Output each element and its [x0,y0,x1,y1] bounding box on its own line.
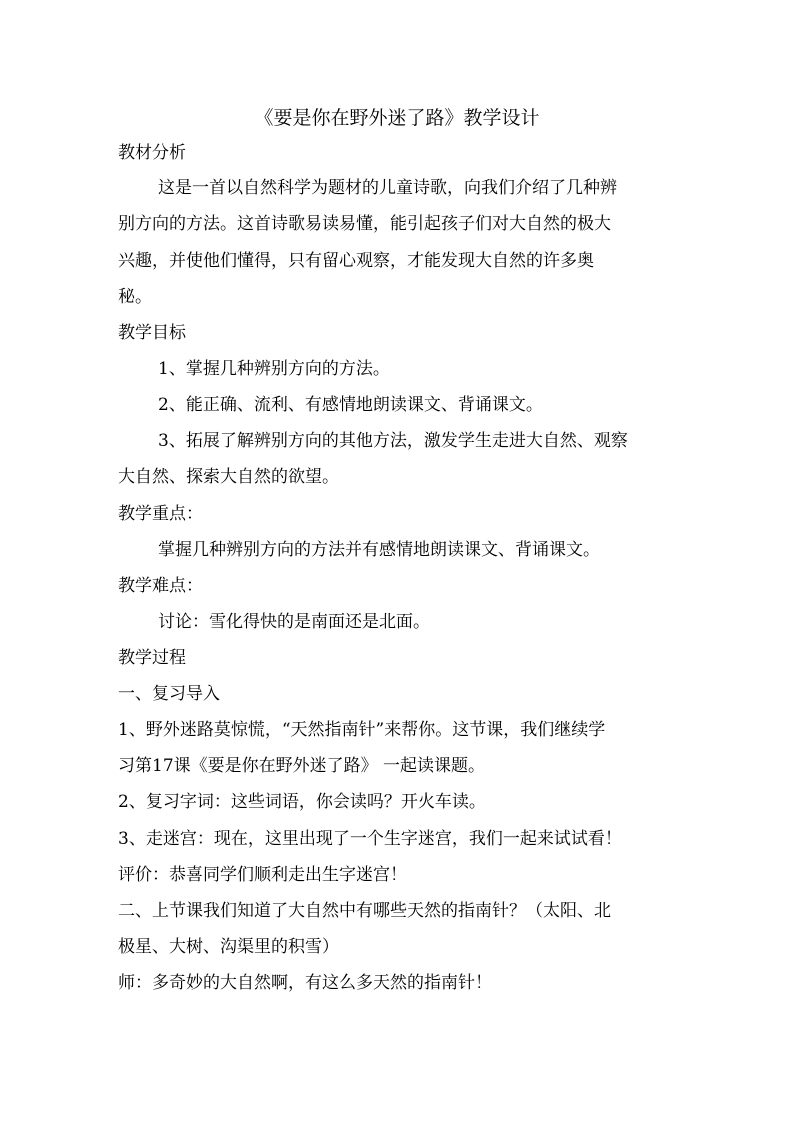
document-title: 《要是你在野外迷了路》教学设计 [254,107,540,129]
paragraph-line: 秘。 [118,287,152,307]
process-line: 师：多奇妙的大自然啊，有这么多天然的指南针！ [118,973,492,993]
process-line: 3、走迷宫：现在，这里出现了一个生字迷宫，我们一起来试试看！ [118,829,622,849]
section-review-intro: 一、复习导入 [118,684,220,704]
paragraph-line: 兴趣，并使他们懂得，只有留心观察，才能发现大自然的许多奥 [118,251,594,271]
goal-item: 1、掌握几种辨别方向的方法。 [158,359,390,379]
key-point-text: 掌握几种辨别方向的方法并有感情地朗读课文、背诵课文。 [158,540,600,560]
difficulty-text: 讨论：雪化得快的是南面还是北面。 [158,612,430,632]
heading-teaching-goals: 教学目标 [118,323,186,343]
goal-item: 3、拓展了解辨别方向的其他方法，激发学生走进大自然、观察 [158,431,628,451]
goal-item-continued: 大自然、探索大自然的欲望。 [118,467,339,487]
paragraph-line: 这是一首以自然科学为题材的儿童诗歌，向我们介绍了几种辨 [158,178,617,198]
process-line: 2、复习字词：这些词语，你会读吗？开火车读。 [118,792,486,812]
heading-teaching-process: 教学过程 [118,648,186,668]
heading-difficulties: 教学难点： [118,576,203,596]
goal-item: 2、能正确、流利、有感情地朗读课文、背诵课文。 [158,395,543,415]
process-line: 评价：恭喜同学们顺利走出生字迷宫！ [118,865,407,885]
paragraph-line: 别方向的方法。这首诗歌易读易懂，能引起孩子们对大自然的极大 [118,214,611,234]
process-line: 习第17课《要是你在野外迷了路》 一起读课题。 [118,756,486,776]
section-natural-compass: 二、上节课我们知道了大自然中有哪些天然的指南针？（太阳、北 [118,901,611,921]
heading-textbook-analysis: 教材分析 [118,143,186,163]
process-line: 1、野外迷路莫惊慌，“天然指南针”来帮你。这节课，我们继续学 [118,720,606,740]
process-line: 极星、大树、沟渠里的积雪） [118,937,339,957]
heading-key-points: 教学重点： [118,504,203,524]
